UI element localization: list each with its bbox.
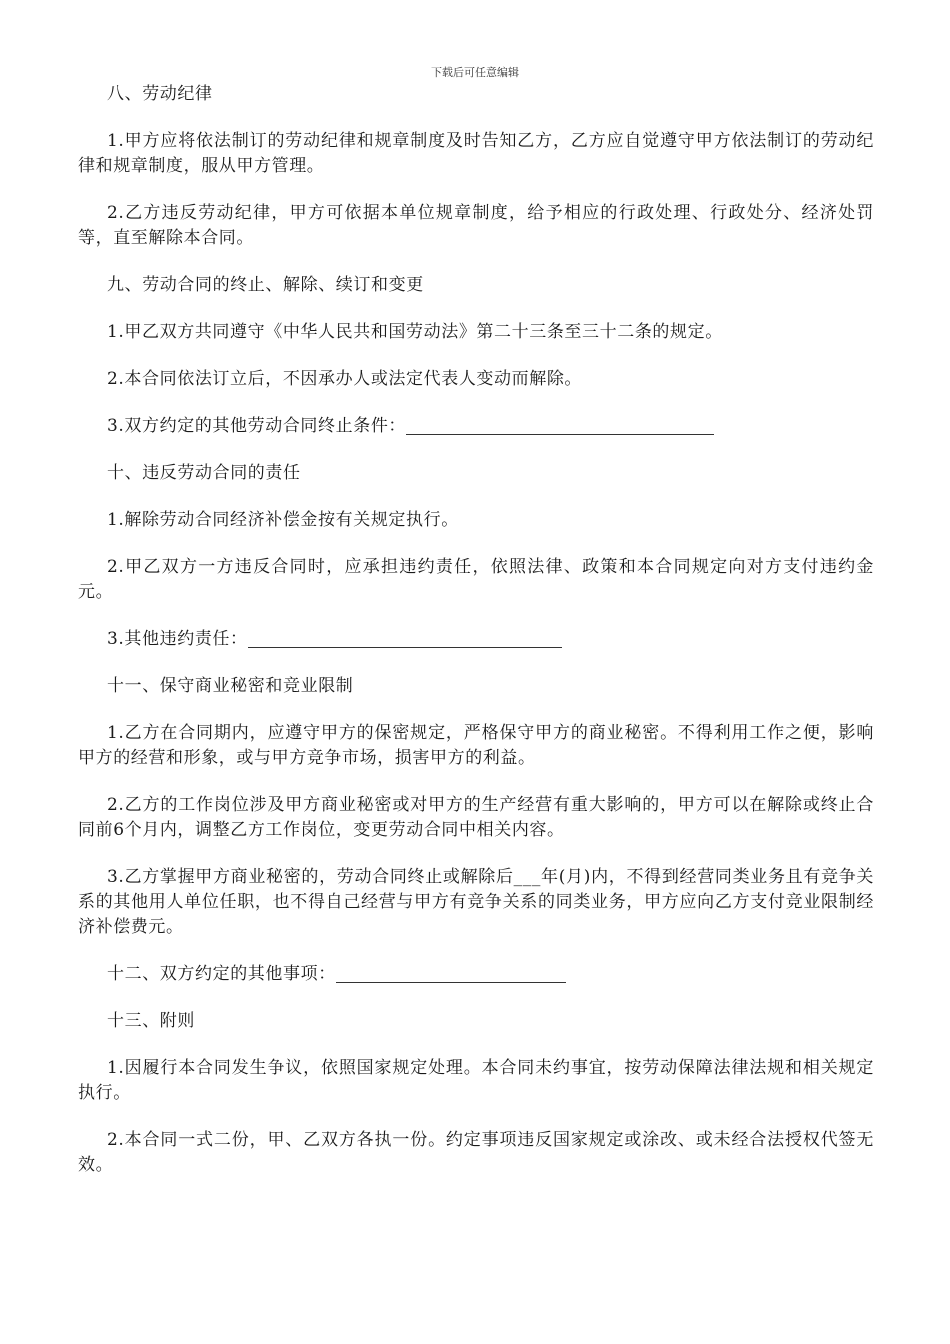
section-10-clause-2: 2.甲乙双方一方违反合同时，应承担违约责任，依照法律、政策和本合同规定向对方支付违约金元。 bbox=[78, 557, 874, 602]
section-9-title: 九、劳动合同的终止、解除、续订和变更 bbox=[107, 275, 424, 295]
section-9-clause-2: 2.本合同依法订立后，不因承办人或法定代表人变动而解除。 bbox=[107, 369, 583, 389]
fill-in-blank-line bbox=[336, 964, 566, 983]
section-10-clause-3-text: 3.其他违约责任： bbox=[107, 629, 248, 649]
section-13-clause-2: 2.本合同一式二份，甲、乙双方各执一份。约定事项违反国家规定或涂改、或未经合法授权代签无效。 bbox=[78, 1130, 874, 1175]
section-9-clause-1: 1.甲乙双方共同遵守《中华人民共和国劳动法》第二十三条至三十二条的规定。 bbox=[107, 322, 723, 342]
section-10-clause-1: 1.解除劳动合同经济补偿金按有关规定执行。 bbox=[107, 510, 459, 530]
section-10-title: 十、违反劳动合同的责任 bbox=[107, 463, 301, 483]
section-11-clause-1: 1.乙方在合同期内，应遵守甲方的保密规定，严格保守甲方的商业秘密。不得利用工作之便，影响甲方的经营和形象，或与甲方竞争市场，损害甲方的利益。 bbox=[78, 723, 874, 768]
fill-in-blank-line bbox=[248, 629, 562, 648]
section-8-clause-1: 1.甲方应将依法制订的劳动纪律和规章制度及时告知乙方，乙方应自觉遵守甲方依法制订的劳动纪律和规章制度，服从甲方管理。 bbox=[78, 131, 874, 176]
section-11-title: 十一、保守商业秘密和竞业限制 bbox=[107, 676, 354, 696]
fill-in-blank-line bbox=[406, 416, 714, 435]
section-8-clause-2: 2.乙方违反劳动纪律，甲方可依据本单位规章制度，给予相应的行政处理、行政处分、经济处罚等，直至解除本合同。 bbox=[78, 203, 874, 248]
section-11-clause-2: 2.乙方的工作岗位涉及甲方商业秘密或对甲方的生产经营有重大影响的，甲方可以在解除或终止合同前6个月内，调整乙方工作岗位，变更劳动合同中相关内容。 bbox=[78, 795, 874, 840]
section-11-clause-3: 3.乙方掌握甲方商业秘密的，劳动合同终止或解除后___年(月)内，不得到经营同类业务且有竞争关系的其他用人单位任职，也不得自己经营与甲方有竞争关系的同类业务，甲方应向乙方支付竞业限制经济补偿费元。 bbox=[78, 867, 874, 937]
page-header-note: 下载后可任意编辑 bbox=[431, 66, 519, 79]
section-8-title: 八、劳动纪律 bbox=[107, 84, 213, 104]
section-12-title: 十二、双方约定的其他事项： bbox=[107, 964, 336, 984]
section-13-title: 十三、附则 bbox=[107, 1011, 195, 1031]
section-9-clause-3-text: 3.双方约定的其他劳动合同终止条件： bbox=[107, 416, 407, 436]
section-10-clause-3 bbox=[78, 627, 874, 652]
section-9-clause-3 bbox=[78, 414, 874, 439]
section-13-clause-1: 1.因履行本合同发生争议，依照国家规定处理。本合同未约事宜，按劳动保障法律法规和相关规定执行。 bbox=[78, 1058, 874, 1103]
document-body bbox=[78, 82, 874, 1200]
section-12 bbox=[78, 962, 874, 987]
